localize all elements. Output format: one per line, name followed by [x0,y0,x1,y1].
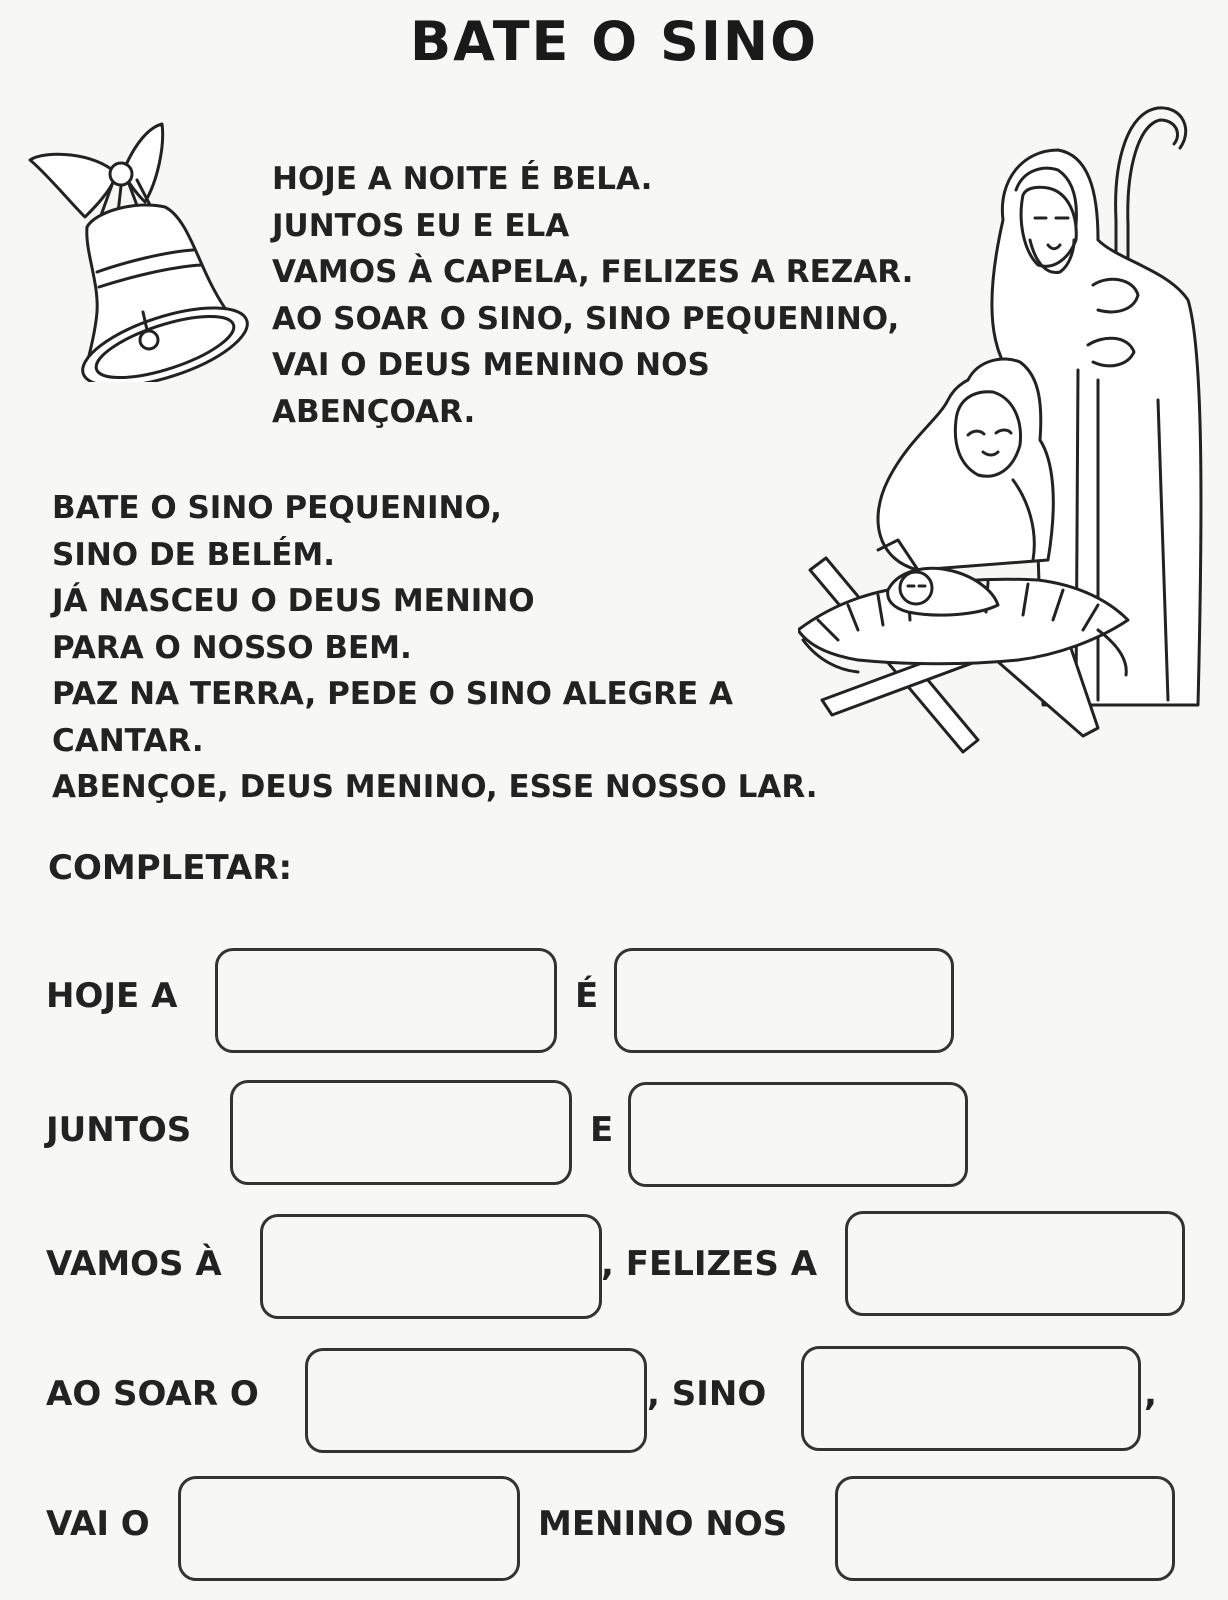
row3-middle: , FELIZES A [601,1244,818,1284]
answer-box-3a[interactable] [260,1214,602,1319]
answer-box-1b[interactable] [614,948,954,1053]
verse-line: ABENÇOAR. [272,393,476,430]
verse-line: BATE O SINO PEQUENINO, [52,490,502,526]
page-title: BATE O SINO [409,10,819,73]
answer-box-1a[interactable] [215,948,557,1053]
row5-middle: MENINO NOS [538,1504,788,1544]
verse-line: CANTAR. [52,722,204,759]
verse-line: SINO DE BELÉM. [52,536,336,573]
row3-prefix: VAMOS À [46,1244,222,1284]
verse-line: AO SOAR O SINO, SINO PEQUENINO, [272,300,900,337]
exercise-heading: COMPLETAR: [48,848,293,888]
row1-prefix: HOJE A [46,976,178,1016]
answer-box-4b[interactable] [801,1346,1141,1451]
answer-box-5a[interactable] [178,1476,520,1581]
answer-box-2a[interactable] [230,1080,572,1185]
verse-line: HOJE A NOITE É BELA. [272,161,653,197]
verse-2 [52,485,818,811]
verse-line: JÁ NASCEU O DEUS MENINO [52,583,535,619]
row2-middle: E [590,1110,614,1150]
answer-box-5b[interactable] [835,1476,1175,1581]
row4-suffix: , [1144,1374,1157,1414]
row1-middle: É [575,976,599,1016]
answer-box-3b[interactable] [845,1211,1185,1316]
verse-line: PAZ NA TERRA, PEDE O SINO ALEGRE A [52,676,733,712]
bell-icon [25,122,255,382]
row4-prefix: AO SOAR O [46,1374,259,1414]
verse-line: PARA O NOSSO BEM. [52,629,412,666]
row2-prefix: JUNTOS [46,1110,192,1150]
verse-line: VAI O DEUS MENINO NOS [272,347,710,383]
verse-line: VAMOS À CAPELA, FELIZES A REZAR. [272,254,914,290]
verse-line: JUNTOS EU E ELA [272,207,570,244]
answer-box-2b[interactable] [628,1082,968,1187]
answer-box-4a[interactable] [305,1348,647,1453]
nativity-illustration [798,100,1218,760]
verse-line: ABENÇOE, DEUS MENINO, ESSE NOSSO LAR. [52,769,818,805]
row4-middle: , SINO [647,1374,767,1414]
row5-prefix: VAI O [46,1504,150,1544]
